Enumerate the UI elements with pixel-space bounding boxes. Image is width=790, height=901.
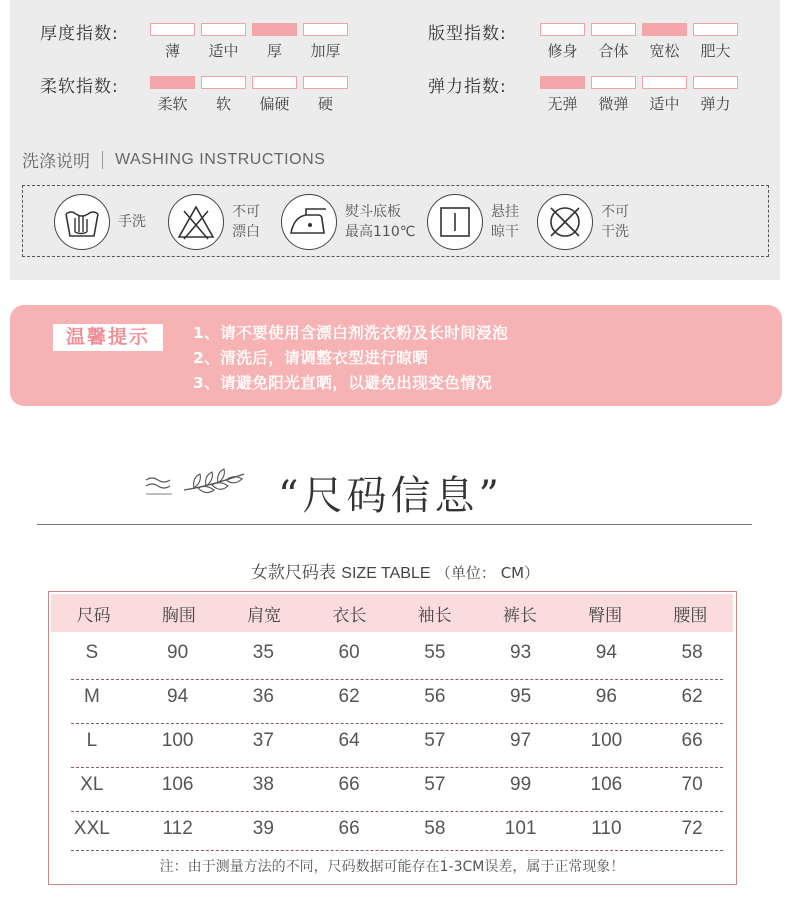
elasticity-scale [540,76,744,114]
cell-bust: 90 [167,642,189,663]
fit-box-2-selected [642,23,687,36]
cell-size: S [85,642,99,663]
thickness-box-3 [303,23,348,36]
thickness-option-1: 适中 [208,42,239,60]
cell-sleeve: 58 [424,818,446,839]
cell-top-length: 60 [338,642,360,663]
caption-en: SIZE TABLE [341,565,431,582]
hang-dry-icon [427,194,483,250]
washing-title-en: WASHING INSTRUCTIONS [115,150,326,168]
cell-pants-length: 93 [510,642,532,663]
tip-line-2: 2、清洗后，请调整衣型进行晾晒 [193,349,429,367]
caption-unit: （单位： CM） [435,564,540,582]
fit-option-3: 肥大 [700,42,731,60]
cell-sleeve: 57 [424,730,446,751]
fit-box-3 [693,23,738,36]
hand-wash-line1: 手洗 [118,214,146,230]
cell-shoulder: 38 [252,774,274,795]
header-shoulder: 肩宽 [247,605,282,626]
iron-line1: 熨斗底板 [345,204,401,220]
table-row [49,680,735,714]
title-divider [102,151,103,169]
softness-scale [150,76,354,114]
hang-dry-line2: 晾干 [491,224,519,240]
elasticity-index-label: 弹力指数: [428,77,507,97]
size-info-heading [0,460,790,520]
care-item-iron [281,194,415,250]
cell-bust: 94 [167,686,189,707]
size-table-caption [0,558,790,583]
header-sleeve: 袖长 [417,605,452,626]
cell-waist: 58 [681,642,703,663]
cell-hip: 94 [595,642,617,663]
no-bleach-line2: 漂白 [232,224,260,240]
cell-waist: 70 [681,774,703,795]
cell-hip: 100 [590,730,623,751]
cell-shoulder: 36 [252,686,274,707]
table-row [49,812,735,846]
hand-wash-text [118,212,146,232]
size-table-note: 注：由于测量方法的不同，尺码数据可能存在1-3CM误差，属于正常现象！ [159,859,625,875]
cell-shoulder: 35 [252,642,274,663]
cell-bust: 106 [161,774,194,795]
elasticity-option-2: 适中 [649,95,680,113]
thickness-box-2-selected [252,23,297,36]
thickness-box-0 [150,23,195,36]
cell-size: XXL [73,818,110,839]
header-top-length: 衣长 [332,605,367,626]
care-item-no-dry-clean [537,194,629,250]
no-dry-clean-text [601,202,629,242]
hang-dry-line1: 悬挂 [491,204,519,220]
softness-box-1 [201,76,246,89]
hand-wash-icon [54,194,110,250]
cell-bust: 112 [162,818,193,839]
cell-hip: 106 [590,774,623,795]
washing-instructions-title [22,147,325,172]
header-waist: 腰围 [673,605,708,626]
care-item-hand-wash [54,194,146,250]
header-hip: 臀围 [588,605,623,626]
size-info-title: “尺码信息” [278,473,503,519]
header-pants-length: 裤长 [502,605,537,626]
cell-waist: 72 [681,818,703,839]
tip-line-3: 3、请避免阳光直晒，以避免出现变色情况 [193,374,493,392]
iron-text [345,202,415,242]
thickness-scale [150,23,354,61]
fit-index-label: 版型指数: [428,24,507,44]
care-item-hang-dry [427,194,519,250]
warm-tips-tag: 温馨提示 [53,324,163,351]
elasticity-box-2 [642,76,687,89]
cell-pants-length: 95 [510,686,532,707]
cell-top-length: 64 [338,730,360,751]
size-table-header [51,594,733,632]
leaf-decoration-icon [140,466,250,506]
cell-size: XL [80,774,104,795]
washing-instructions-box [22,185,769,257]
softness-option-3: 硬 [317,95,333,113]
thickness-index-label: 厚度指数: [40,24,119,44]
no-bleach-icon [168,194,224,250]
elasticity-box-1 [591,76,636,89]
cell-top-length: 66 [338,774,360,795]
size-table [48,591,737,885]
elasticity-option-1: 微弹 [598,95,629,113]
header-bust: 胸围 [161,605,196,626]
no-dry-clean-line1: 不可 [601,204,629,220]
thickness-option-3: 加厚 [310,42,341,60]
cell-sleeve: 55 [424,642,446,663]
no-dry-clean-line2: 干洗 [601,224,629,240]
cell-pants-length: 97 [510,730,532,751]
softness-box-2 [252,76,297,89]
cell-shoulder: 39 [252,818,274,839]
fit-scale [540,23,744,61]
fit-option-2: 宽松 [649,42,680,60]
cell-hip: 96 [595,686,617,707]
softness-box-0-selected [150,76,195,89]
cell-pants-length: 99 [510,774,532,795]
thickness-option-0: 薄 [164,42,180,60]
elasticity-box-3 [693,76,738,89]
softness-option-0: 柔软 [157,95,188,113]
tip-line-1: 1、请不要使用含漂白剂洗衣粉及长时间浸泡 [193,324,509,342]
elasticity-option-3: 弹力 [700,95,731,113]
hang-dry-text [491,202,519,242]
cell-hip: 110 [591,818,622,839]
softness-index-label: 柔软指数: [40,77,119,97]
iron-icon [281,194,337,250]
cell-pants-length: 101 [504,818,537,839]
cell-sleeve: 57 [424,774,446,795]
table-row [49,636,735,670]
row-divider [71,850,723,851]
table-row [49,724,735,758]
cell-size: L [86,730,98,751]
elasticity-box-0-selected [540,76,585,89]
cell-waist: 66 [681,730,703,751]
care-item-no-bleach [168,194,260,250]
fit-option-1: 合体 [598,42,629,60]
washing-title-cn: 洗涤说明 [22,152,90,172]
fit-box-1 [591,23,636,36]
elasticity-option-0: 无弹 [547,95,578,113]
caption-cn: 女款尺码表 [250,563,336,583]
warm-tips-banner [10,305,782,406]
cell-bust: 100 [161,730,194,751]
cell-waist: 62 [681,686,703,707]
header-size: 尺码 [76,605,111,626]
cell-top-length: 62 [338,686,360,707]
thickness-option-2: 厚 [266,42,282,60]
softness-option-2: 偏硬 [259,95,290,113]
softness-box-3 [303,76,348,89]
no-dry-clean-icon [537,194,593,250]
cell-size: M [83,686,100,707]
cell-sleeve: 56 [424,686,446,707]
heading-divider [37,524,752,525]
fit-option-0: 修身 [547,42,578,60]
cell-shoulder: 37 [252,730,274,751]
thickness-box-1 [201,23,246,36]
fit-box-0 [540,23,585,36]
table-row [49,768,735,802]
no-bleach-text [232,202,260,242]
softness-option-1: 软 [215,95,231,113]
cell-top-length: 66 [338,818,360,839]
no-bleach-line1: 不可 [232,204,260,220]
iron-line2: 最高110℃ [345,224,416,240]
